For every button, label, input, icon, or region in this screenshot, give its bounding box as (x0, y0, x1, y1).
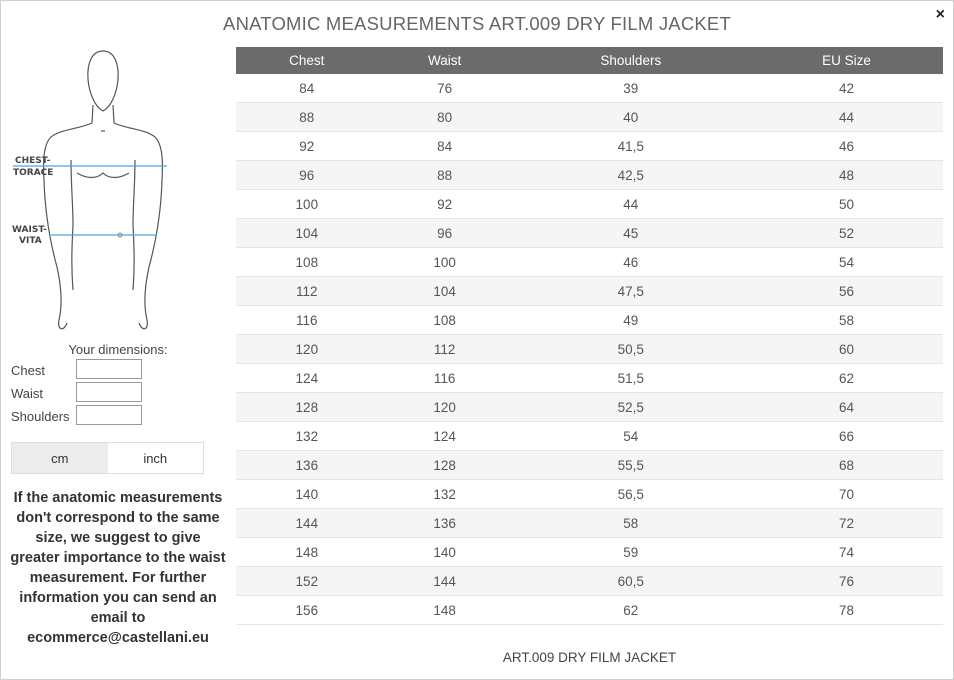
unit-inch-button[interactable]: inch (143, 450, 168, 466)
table-cell: 96 (378, 219, 512, 248)
column-header: Chest (236, 47, 378, 74)
table-cell: 76 (378, 74, 512, 103)
table-cell: 84 (236, 74, 378, 103)
size-table (236, 47, 943, 625)
shoulders-input[interactable] (76, 405, 142, 425)
table-row (236, 132, 943, 161)
table-cell: 50,5 (512, 335, 751, 364)
table-cell: 148 (236, 538, 378, 567)
close-icon[interactable]: × (935, 6, 945, 23)
table-cell: 68 (750, 451, 943, 480)
table-cell: 124 (236, 364, 378, 393)
table-cell: 49 (512, 306, 751, 335)
table-cell: 80 (378, 103, 512, 132)
table-row (236, 161, 943, 190)
table-cell: 66 (750, 422, 943, 451)
table-cell: 148 (378, 596, 512, 625)
table-cell: 39 (512, 74, 751, 103)
measure-panel (1, 41, 235, 671)
waist-row (11, 382, 151, 404)
table-cell: 128 (378, 451, 512, 480)
table-cell: 60 (750, 335, 943, 364)
dimensions-heading: Your dimensions: (68, 342, 168, 357)
table-cell: 140 (378, 538, 512, 567)
table-cell: 62 (512, 596, 751, 625)
table-cell: 92 (236, 132, 378, 161)
table-row (236, 567, 943, 596)
table-cell: 62 (750, 364, 943, 393)
shoulders-row (11, 405, 151, 427)
vita-label: VITA (19, 236, 42, 246)
unit-toggle (11, 442, 204, 474)
chest-field-label: Chest (11, 363, 45, 378)
table-cell: 96 (236, 161, 378, 190)
table-cell: 156 (236, 596, 378, 625)
table-cell: 64 (750, 393, 943, 422)
table-cell: 84 (378, 132, 512, 161)
table-row (236, 422, 943, 451)
table-cell: 59 (512, 538, 751, 567)
table-cell: 132 (236, 422, 378, 451)
table-row (236, 451, 943, 480)
table-cell: 120 (378, 393, 512, 422)
table-cell: 128 (236, 393, 378, 422)
table-row (236, 480, 943, 509)
table-cell: 132 (378, 480, 512, 509)
table-cell: 50 (750, 190, 943, 219)
table-row (236, 103, 943, 132)
product-name-footer: ART.009 DRY FILM JACKET (502, 650, 677, 665)
table-cell: 44 (750, 103, 943, 132)
table-cell: 108 (378, 306, 512, 335)
table-cell: 45 (512, 219, 751, 248)
table-cell: 55,5 (512, 451, 751, 480)
table-cell: 136 (378, 509, 512, 538)
table-cell: 51,5 (512, 364, 751, 393)
table-cell: 100 (236, 190, 378, 219)
size-table-header (236, 47, 943, 74)
modal-title: ANATOMIC MEASUREMENTS ART.009 DRY FILM JACKET (223, 13, 731, 34)
chest-row (11, 359, 151, 381)
waist-label: WAIST- (12, 225, 47, 235)
table-cell: 104 (236, 219, 378, 248)
table-cell: 40 (512, 103, 751, 132)
table-cell: 41,5 (512, 132, 751, 161)
table-row (236, 335, 943, 364)
table-cell: 60,5 (512, 567, 751, 596)
waist-input[interactable] (76, 382, 142, 402)
table-row (236, 277, 943, 306)
table-cell: 78 (750, 596, 943, 625)
table-cell: 56,5 (512, 480, 751, 509)
table-cell: 144 (378, 567, 512, 596)
table-cell: 58 (750, 306, 943, 335)
unit-cm-button[interactable]: cm (12, 443, 108, 473)
table-cell: 92 (378, 190, 512, 219)
table-cell: 42 (750, 74, 943, 103)
table-cell: 44 (512, 190, 751, 219)
table-cell: 52,5 (512, 393, 751, 422)
table-cell: 58 (512, 509, 751, 538)
table-cell: 47,5 (512, 277, 751, 306)
table-cell: 116 (236, 306, 378, 335)
table-cell: 74 (750, 538, 943, 567)
chest-label: CHEST- (15, 156, 51, 166)
table-cell: 112 (236, 277, 378, 306)
column-header: EU Size (750, 47, 943, 74)
table-cell: 52 (750, 219, 943, 248)
size-advice-note: If the anatomic measurements don't correspond to the same size, we suggest to give greater importance to the waist measurement. For further information you can send an email to ecommerce@castellani.eu (10, 490, 226, 646)
table-row (236, 74, 943, 103)
chest-input[interactable] (76, 359, 142, 379)
table-cell: 100 (378, 248, 512, 277)
table-row (236, 190, 943, 219)
table-cell: 140 (236, 480, 378, 509)
torace-label: TORACE (13, 168, 54, 178)
table-cell: 108 (236, 248, 378, 277)
table-cell: 72 (750, 509, 943, 538)
table-cell: 136 (236, 451, 378, 480)
table-cell: 56 (750, 277, 943, 306)
table-row (236, 596, 943, 625)
table-cell: 116 (378, 364, 512, 393)
table-row (236, 306, 943, 335)
table-cell: 88 (378, 161, 512, 190)
column-header: Waist (378, 47, 512, 74)
table-cell: 70 (750, 480, 943, 509)
shoulders-field-label: Shoulders (11, 409, 70, 424)
table-row (236, 538, 943, 567)
table-cell: 88 (236, 103, 378, 132)
table-cell: 76 (750, 567, 943, 596)
table-cell: 120 (236, 335, 378, 364)
table-cell: 104 (378, 277, 512, 306)
table-cell: 54 (750, 248, 943, 277)
table-row (236, 393, 943, 422)
table-cell: 124 (378, 422, 512, 451)
table-cell: 46 (750, 132, 943, 161)
table-cell: 48 (750, 161, 943, 190)
waist-field-label: Waist (11, 386, 44, 401)
table-cell: 152 (236, 567, 378, 596)
column-header: Shoulders (512, 47, 751, 74)
table-row (236, 219, 943, 248)
table-cell: 112 (378, 335, 512, 364)
table-cell: 144 (236, 509, 378, 538)
body-outline-figure (9, 45, 199, 339)
table-row (236, 364, 943, 393)
table-cell: 46 (512, 248, 751, 277)
table-cell: 42,5 (512, 161, 751, 190)
table-row (236, 248, 943, 277)
table-cell: 54 (512, 422, 751, 451)
table-row (236, 509, 943, 538)
